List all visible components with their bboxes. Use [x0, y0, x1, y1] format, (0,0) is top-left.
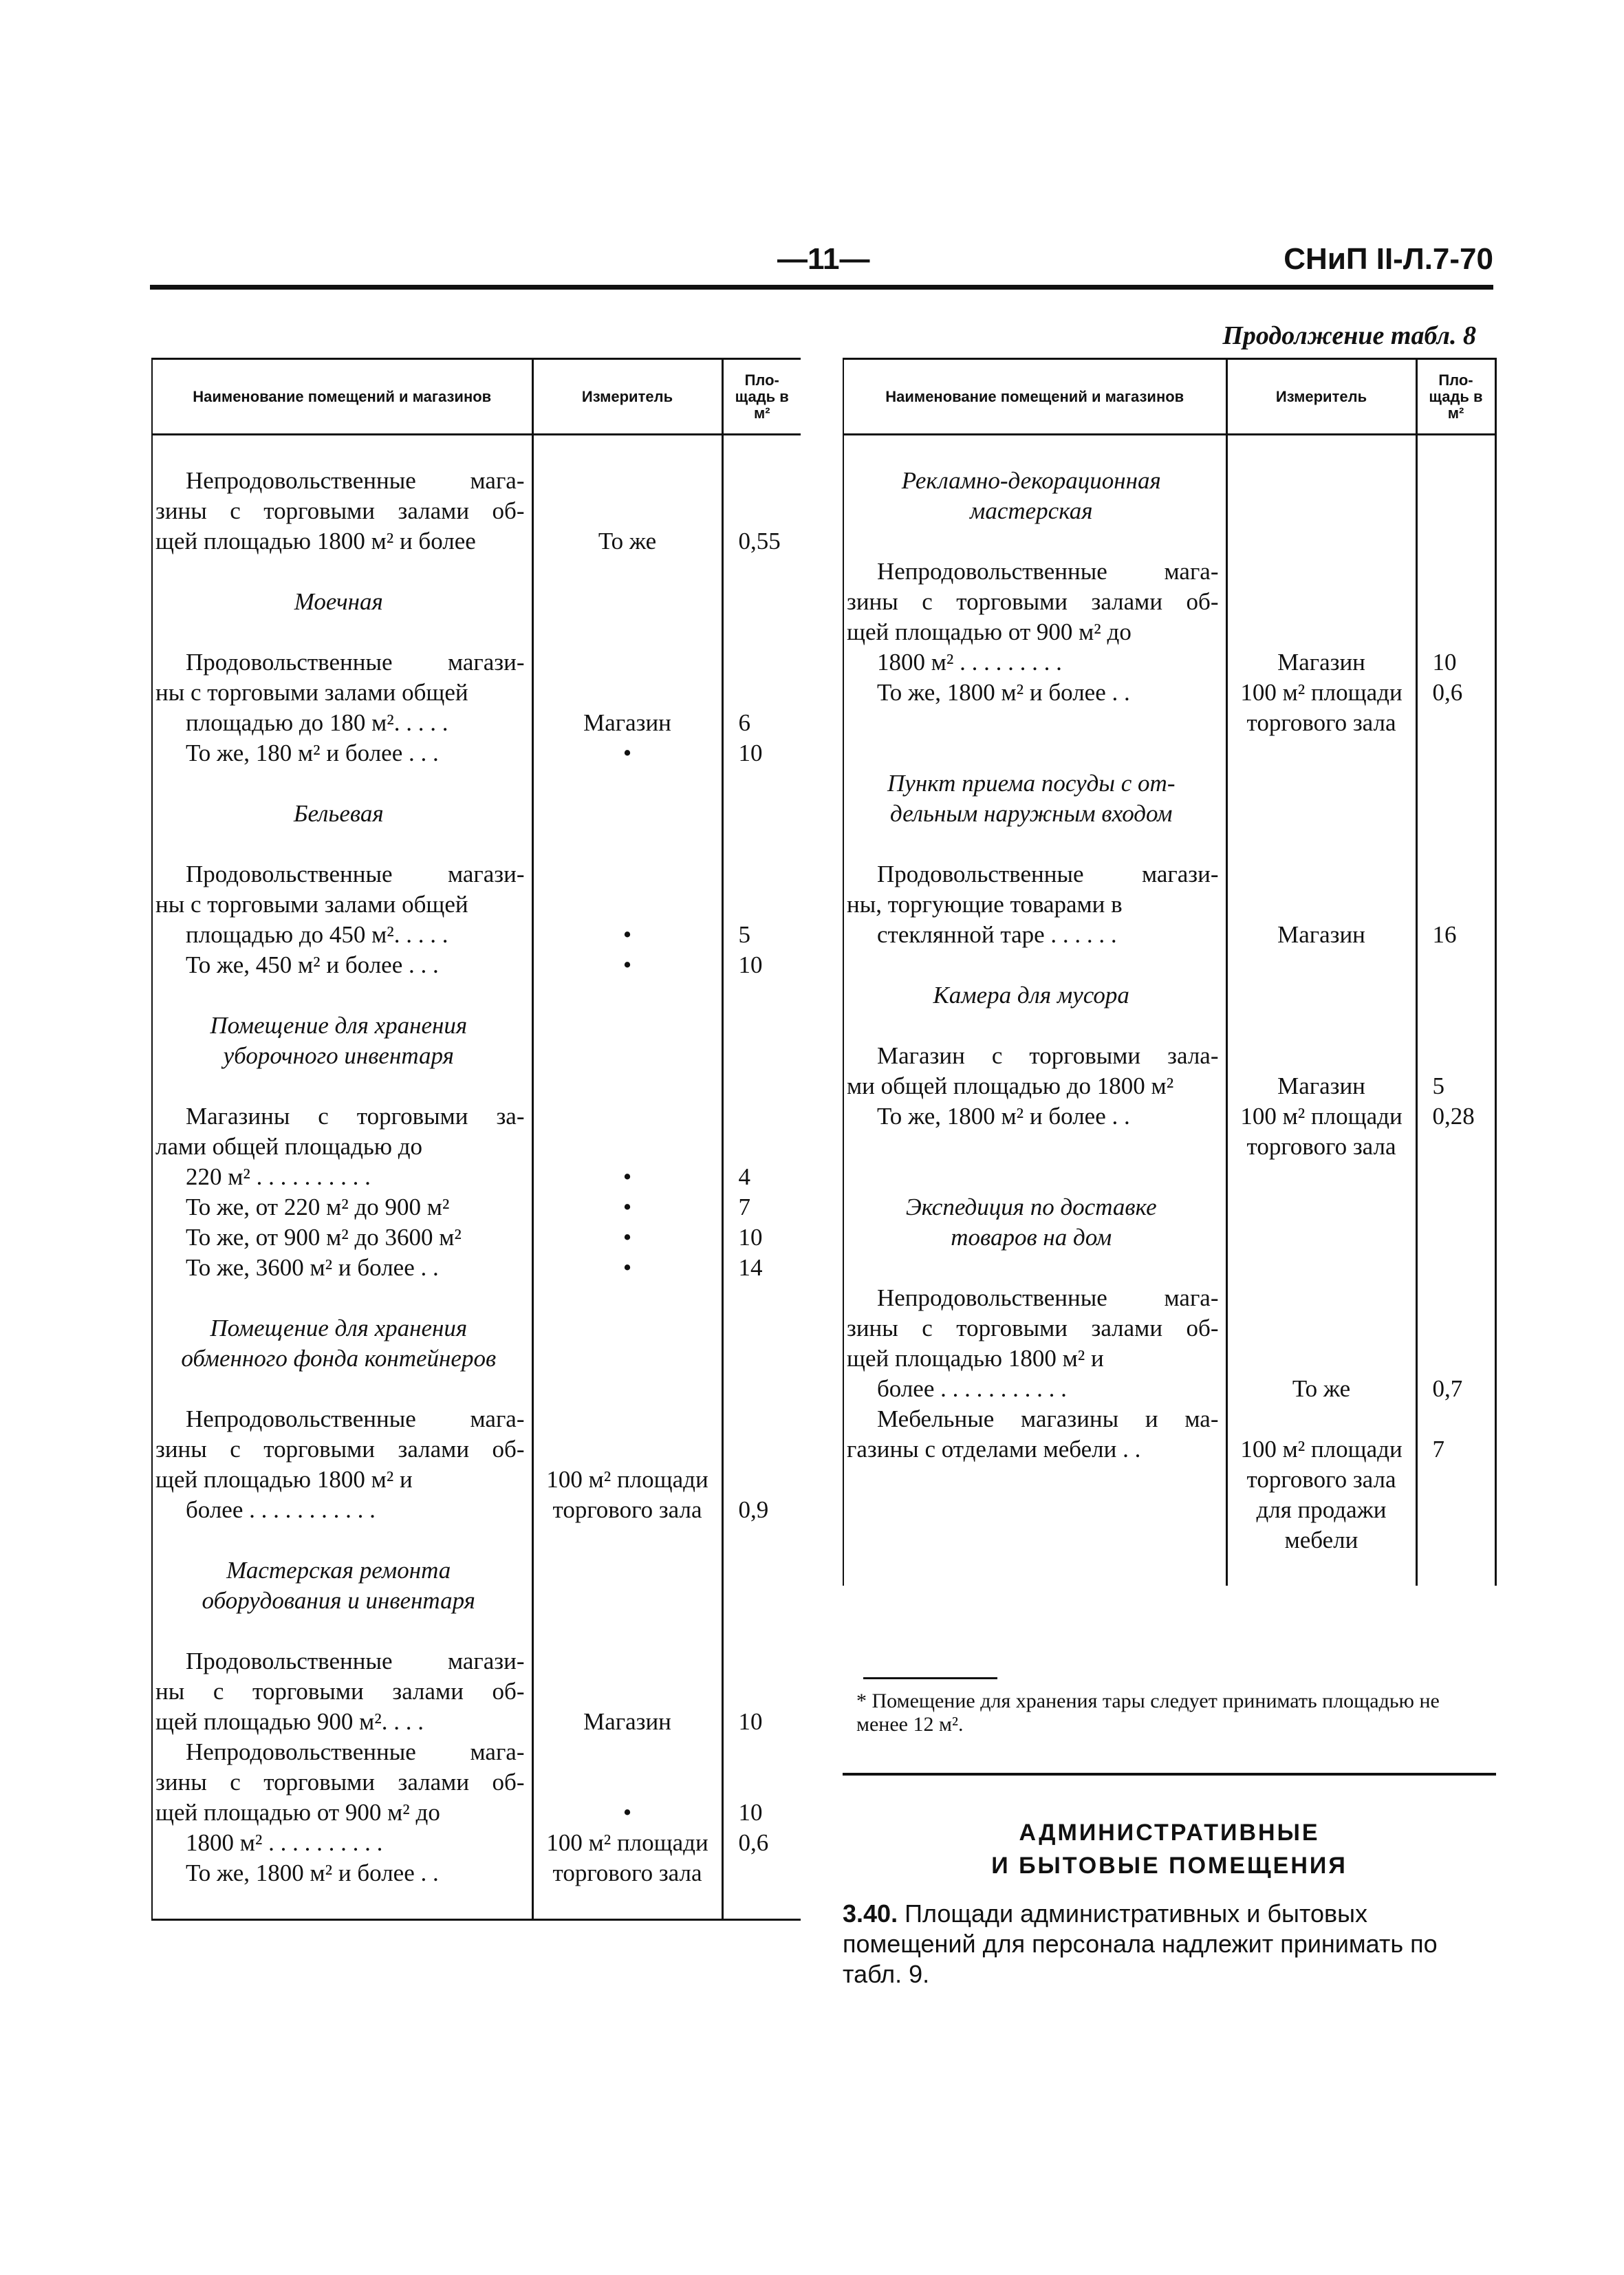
row-area — [724, 1132, 801, 1162]
row-name: То же, 1800 м² и более . . — [877, 679, 1130, 706]
row-unit: 100 м² площади — [1240, 679, 1403, 706]
column-header-unit: Измеритель — [532, 359, 722, 435]
row-area: 0,28 — [1432, 1103, 1475, 1130]
section-title-line-2: И БЫТОВЫЕ ПОМЕЩЕНИЯ — [991, 1853, 1347, 1879]
row-name — [844, 1253, 1226, 1283]
row-unit — [1228, 980, 1416, 1011]
row-name: щей площадью от 900 м² до — [847, 618, 1132, 645]
row-name: зины с торговыми залами об- — [155, 1769, 525, 1796]
group-heading: Бельевая — [293, 800, 384, 827]
row-area: 10 — [738, 951, 763, 978]
row-name — [153, 768, 532, 799]
row-area — [1418, 1313, 1495, 1344]
row-unit: для продажи — [1256, 1496, 1387, 1523]
row-unit — [534, 1404, 722, 1434]
row-unit — [1228, 1162, 1416, 1192]
row-name: Продовольственные магази- — [186, 1648, 525, 1674]
row-unit — [534, 678, 722, 708]
row-name: ны, торгующие товарами в — [847, 891, 1123, 918]
row-area: 5 — [738, 921, 750, 948]
row-area — [724, 889, 801, 920]
row-name: Непродовольственные мага- — [186, 467, 525, 494]
row-name — [153, 1374, 532, 1404]
row-unit: То же — [1292, 1375, 1351, 1402]
row-unit — [534, 768, 722, 799]
row-area — [724, 980, 801, 1011]
row-name: То же, 180 м² и более . . . — [186, 740, 439, 766]
row-name: площадью до 450 м². . . . . — [186, 921, 448, 948]
row-area — [724, 587, 801, 617]
row-name: Продовольственные магази- — [186, 861, 525, 887]
row-name: щей площадью 900 м². . . . — [155, 1708, 424, 1735]
row-area: 4 — [738, 1163, 750, 1190]
row-area — [724, 768, 801, 799]
row-unit — [1228, 526, 1416, 557]
row-area — [724, 1616, 801, 1646]
row-name: Продовольственные магази- — [877, 861, 1219, 887]
row-unit — [1228, 557, 1416, 587]
group-heading: обменного фонда контейнеров — [181, 1345, 497, 1372]
row-unit: • — [622, 1194, 632, 1220]
row-area — [724, 1767, 801, 1798]
group-heading: Моечная — [294, 588, 383, 615]
row-name: газины с отделами мебели . . — [847, 1436, 1141, 1463]
row-unit — [1228, 1344, 1416, 1374]
row-unit — [1228, 1313, 1416, 1344]
paragraph-number: 3.40. — [843, 1899, 898, 1928]
row-name: То же, 3600 м² и более . . — [186, 1254, 439, 1281]
row-name — [844, 526, 1226, 557]
row-name: Продовольственные магази- — [186, 649, 525, 676]
row-area — [1418, 1132, 1495, 1162]
row-unit: • — [622, 921, 632, 948]
row-area: 10 — [738, 740, 763, 766]
row-unit — [534, 587, 722, 617]
row-area — [724, 1737, 801, 1767]
row-unit — [534, 1041, 722, 1071]
row-area — [1418, 738, 1495, 768]
row-area — [1418, 1525, 1495, 1555]
row-unit — [1228, 799, 1416, 829]
row-area — [724, 1344, 801, 1374]
row-unit: торгового зала — [1246, 1133, 1396, 1160]
column-header-name: Наименование помещений и магазинов — [843, 359, 1226, 435]
row-name — [844, 1495, 1226, 1525]
row-area — [1418, 1283, 1495, 1313]
group-heading: Мастерская ремонта — [226, 1557, 451, 1584]
row-unit — [534, 1888, 722, 1919]
group-heading: Пункт приема посуды с от- — [887, 770, 1176, 797]
row-name — [153, 1525, 532, 1555]
row-unit — [534, 1555, 722, 1586]
row-unit — [534, 1616, 722, 1646]
row-area — [724, 1676, 801, 1707]
row-unit: Магазин — [1277, 921, 1365, 948]
row-unit: мебели — [1284, 1527, 1358, 1553]
row-unit: • — [622, 1163, 632, 1190]
row-area — [1418, 526, 1495, 557]
right-table — [843, 358, 1497, 1586]
row-area — [1418, 1465, 1495, 1495]
row-area — [724, 1374, 801, 1404]
row-name: ны с торговыми залами общей — [155, 679, 468, 706]
group-heading: Экспедиция по доставке — [905, 1194, 1157, 1220]
row-unit — [1228, 587, 1416, 617]
paragraph-3-40 — [843, 1899, 1496, 1990]
row-unit — [534, 1737, 722, 1767]
row-area: 6 — [738, 709, 750, 736]
row-area — [724, 799, 801, 829]
footnote-rule — [863, 1677, 997, 1679]
row-area — [1418, 1555, 1495, 1586]
row-area — [724, 1888, 801, 1919]
row-unit — [1228, 768, 1416, 799]
row-area — [724, 1465, 801, 1495]
row-unit — [534, 859, 722, 889]
row-area — [724, 678, 801, 708]
row-unit: 100 м² площади — [1240, 1103, 1403, 1130]
row-unit: То же — [598, 528, 657, 554]
row-unit: Магазин — [1277, 649, 1365, 676]
row-unit — [1228, 466, 1416, 496]
row-unit — [534, 1313, 722, 1344]
row-area — [724, 1313, 801, 1344]
row-area — [1418, 1404, 1495, 1434]
row-name — [844, 1525, 1226, 1555]
row-unit — [534, 1374, 722, 1404]
row-unit — [534, 435, 722, 466]
column-header-area: Пло-щадь в м² — [722, 359, 801, 435]
group-heading: оборудования и инвентаря — [202, 1587, 475, 1614]
row-unit: 100 м² площади — [546, 1829, 708, 1856]
row-unit — [534, 829, 722, 859]
page-number: —11— — [777, 242, 870, 276]
row-area — [1418, 1344, 1495, 1374]
row-name: То же, от 900 м² до 3600 м² — [186, 1224, 462, 1251]
row-unit: Магазин — [1277, 1072, 1365, 1099]
right-unit-column — [1226, 435, 1416, 1586]
row-unit — [534, 1101, 722, 1132]
row-area — [1418, 1011, 1495, 1041]
row-name: 1800 м² . . . . . . . . . — [877, 649, 1062, 676]
row-name: щей площадью 1800 м² и более — [155, 528, 476, 554]
row-name: щей площадью 1800 м² и — [155, 1466, 413, 1493]
row-area: 0,9 — [738, 1496, 769, 1523]
row-unit — [534, 647, 722, 678]
row-unit — [1228, 1222, 1416, 1253]
row-name: зины с торговыми залами об- — [847, 1315, 1219, 1341]
row-name: щей площадью 1800 м² и — [847, 1345, 1104, 1372]
row-unit: Магазин — [583, 709, 671, 736]
group-heading: Камера для мусора — [933, 982, 1129, 1009]
row-unit: торгового зала — [1246, 709, 1396, 736]
row-area: 10 — [738, 1708, 763, 1735]
row-unit: торгового зала — [1246, 1466, 1396, 1493]
row-area — [724, 1586, 801, 1616]
left-name-column — [152, 435, 532, 1920]
row-unit: • — [622, 951, 632, 978]
row-name: Непродовольственные мага- — [186, 1405, 525, 1432]
row-area — [724, 829, 801, 859]
right-name-column — [843, 435, 1226, 1586]
group-heading: мастерская — [970, 497, 1093, 524]
row-area — [724, 1858, 801, 1888]
row-area — [1418, 799, 1495, 829]
row-unit — [534, 1283, 722, 1313]
group-heading: Рекламно-декорационная — [901, 467, 1161, 494]
row-unit — [534, 1011, 722, 1041]
row-unit — [534, 799, 722, 829]
row-name: Магазины с торговыми за- — [186, 1103, 525, 1130]
row-unit — [1228, 1011, 1416, 1041]
row-name — [153, 1888, 532, 1919]
row-area — [724, 435, 801, 466]
row-area: 0,6 — [738, 1829, 769, 1856]
row-unit — [1228, 435, 1416, 466]
row-name — [844, 1162, 1226, 1192]
row-unit — [534, 1071, 722, 1101]
row-name — [153, 435, 532, 466]
row-unit — [534, 1586, 722, 1616]
row-unit — [534, 1676, 722, 1707]
right-area-column — [1416, 435, 1495, 1586]
left-area-column — [722, 435, 801, 1920]
row-area — [1418, 435, 1495, 466]
row-area: 14 — [738, 1254, 763, 1281]
row-area — [1418, 1041, 1495, 1071]
row-name: То же, 1800 м² и более . . — [186, 1859, 439, 1886]
row-name — [844, 829, 1226, 859]
row-unit — [1228, 617, 1416, 647]
row-area — [724, 1101, 801, 1132]
row-area: 10 — [738, 1224, 763, 1251]
row-name: ны с торговыми залами об- — [155, 1678, 525, 1705]
row-name — [844, 1555, 1226, 1586]
row-unit — [534, 1767, 722, 1798]
row-name: щей площадью от 900 м² до — [155, 1799, 440, 1826]
row-unit — [1228, 496, 1416, 526]
row-name — [153, 829, 532, 859]
row-name — [844, 708, 1226, 738]
row-unit — [1228, 738, 1416, 768]
group-heading: уборочного инвентаря — [223, 1042, 454, 1069]
row-area — [724, 1041, 801, 1071]
column-header-name: Наименование помещений и магазинов — [152, 359, 532, 435]
row-area: 5 — [1432, 1072, 1444, 1099]
row-area — [1418, 1222, 1495, 1253]
row-unit — [1228, 1555, 1416, 1586]
row-area — [1418, 889, 1495, 920]
row-name: более . . . . . . . . . . . — [877, 1375, 1067, 1402]
row-area — [1418, 950, 1495, 980]
row-name — [153, 557, 532, 587]
row-name: зины с торговыми залами об- — [155, 497, 525, 524]
row-name: То же, от 220 м² до 900 м² — [186, 1194, 450, 1220]
row-unit — [1228, 1404, 1416, 1434]
row-unit — [534, 1525, 722, 1555]
column-header-area: Пло-щадь в м² — [1416, 359, 1495, 435]
row-area: 0,55 — [738, 528, 781, 554]
row-unit — [534, 980, 722, 1011]
row-area — [1418, 708, 1495, 738]
row-area — [724, 1525, 801, 1555]
document-code: СНиП II-Л.7-70 — [1284, 242, 1493, 276]
row-name — [844, 950, 1226, 980]
row-area — [724, 1283, 801, 1313]
row-name — [153, 1071, 532, 1101]
row-unit — [1228, 1192, 1416, 1222]
group-heading: дельным наружным входом — [889, 800, 1173, 827]
row-unit — [534, 1344, 722, 1374]
row-unit — [534, 557, 722, 587]
row-unit: 100 м² площади — [546, 1466, 708, 1493]
row-unit — [534, 1646, 722, 1676]
row-area: 0,7 — [1432, 1375, 1463, 1402]
row-unit — [534, 1434, 722, 1465]
row-area: 16 — [1432, 921, 1457, 948]
row-unit: Магазин — [583, 1708, 671, 1735]
row-unit — [534, 617, 722, 647]
row-name: площадью до 180 м². . . . . — [186, 709, 448, 736]
group-heading: Помещение для хранения — [210, 1315, 468, 1341]
section-title — [843, 1816, 1496, 1882]
row-area: 7 — [1432, 1436, 1444, 1463]
row-name — [844, 435, 1226, 466]
row-area — [724, 1434, 801, 1465]
row-area: 0,6 — [1432, 679, 1463, 706]
row-area — [724, 1555, 801, 1586]
row-area — [1418, 1495, 1495, 1525]
row-area — [724, 647, 801, 678]
row-area: 10 — [1432, 649, 1457, 676]
footnote: * Помещение для хранения тары следует принимать площадью не менее 12 м². — [856, 1690, 1440, 1736]
row-name: ны с торговыми залами общей — [155, 891, 468, 918]
row-name — [153, 980, 532, 1011]
row-unit — [1228, 889, 1416, 920]
row-unit — [534, 496, 722, 526]
row-area — [724, 1011, 801, 1041]
left-table — [151, 358, 801, 1921]
row-unit — [1228, 859, 1416, 889]
row-name — [844, 1011, 1226, 1041]
header-rule — [150, 285, 1493, 290]
row-area — [724, 1071, 801, 1101]
row-name: зины с торговыми залами об- — [155, 1436, 525, 1463]
row-name — [844, 1132, 1226, 1162]
row-area — [1418, 466, 1495, 496]
row-area — [724, 1646, 801, 1676]
row-unit — [1228, 1283, 1416, 1313]
row-area — [724, 557, 801, 587]
section-rule — [843, 1773, 1496, 1776]
row-unit — [1228, 1253, 1416, 1283]
row-name: ми общей площадью до 1800 м² — [847, 1072, 1174, 1099]
row-name: Непродовольственные мага- — [186, 1738, 525, 1765]
row-unit — [1228, 829, 1416, 859]
row-unit — [1228, 1041, 1416, 1071]
row-area — [1418, 617, 1495, 647]
row-area — [724, 617, 801, 647]
row-name: 1800 м² . . . . . . . . . . — [186, 1829, 383, 1856]
row-area — [724, 496, 801, 526]
row-name: То же, 1800 м² и более . . — [877, 1103, 1130, 1130]
row-area — [1418, 829, 1495, 859]
row-area — [1418, 768, 1495, 799]
row-area — [724, 466, 801, 496]
row-unit: торгового зала — [552, 1496, 702, 1523]
row-name: зины с торговыми залами об- — [847, 588, 1219, 615]
left-unit-column — [532, 435, 722, 1920]
row-area — [724, 859, 801, 889]
row-unit — [534, 889, 722, 920]
row-unit: • — [622, 1799, 632, 1826]
table-continuation-label: Продолжение табл. 8 — [1222, 321, 1476, 350]
row-unit — [534, 1132, 722, 1162]
row-area — [1418, 496, 1495, 526]
row-name: 220 м² . . . . . . . . . . — [186, 1163, 371, 1190]
row-area — [1418, 1162, 1495, 1192]
group-heading: товаров на дом — [951, 1224, 1112, 1251]
row-name — [153, 1283, 532, 1313]
row-name: Непродовольственные мага- — [877, 558, 1219, 585]
row-name: Мебельные магазины и ма- — [877, 1405, 1219, 1432]
row-area: 10 — [738, 1799, 763, 1826]
row-area — [1418, 980, 1495, 1011]
row-unit: • — [622, 1224, 632, 1251]
row-area: 7 — [738, 1194, 750, 1220]
row-unit: • — [622, 740, 632, 766]
row-area — [1418, 587, 1495, 617]
row-name: более . . . . . . . . . . . — [186, 1496, 376, 1523]
row-unit: торгового зала — [552, 1859, 702, 1886]
row-area — [1418, 1192, 1495, 1222]
row-name: лами общей площадью до — [155, 1133, 423, 1160]
row-area — [1418, 557, 1495, 587]
group-heading: Помещение для хранения — [210, 1012, 468, 1039]
section-title-line-1: АДМИНИСТРАТИВНЫЕ — [1019, 1820, 1320, 1846]
row-unit: 100 м² площади — [1240, 1436, 1403, 1463]
column-header-unit: Измеритель — [1226, 359, 1416, 435]
row-name: Непродовольственные мага- — [877, 1284, 1219, 1311]
row-name — [844, 738, 1226, 768]
row-area — [724, 1404, 801, 1434]
row-name — [153, 1616, 532, 1646]
row-area — [1418, 859, 1495, 889]
row-unit — [534, 466, 722, 496]
row-name — [844, 1465, 1226, 1495]
row-name — [153, 617, 532, 647]
paragraph-text: Площади административных и бытовых помещений для персонала надлежит принимать по табл. 9. — [843, 1899, 1438, 1988]
row-unit — [1228, 950, 1416, 980]
row-area — [1418, 1253, 1495, 1283]
row-name: То же, 450 м² и более . . . — [186, 951, 439, 978]
row-unit: • — [622, 1254, 632, 1281]
row-name: Магазин с торговыми зала- — [877, 1042, 1219, 1069]
row-name: стеклянной таре . . . . . . — [877, 921, 1117, 948]
